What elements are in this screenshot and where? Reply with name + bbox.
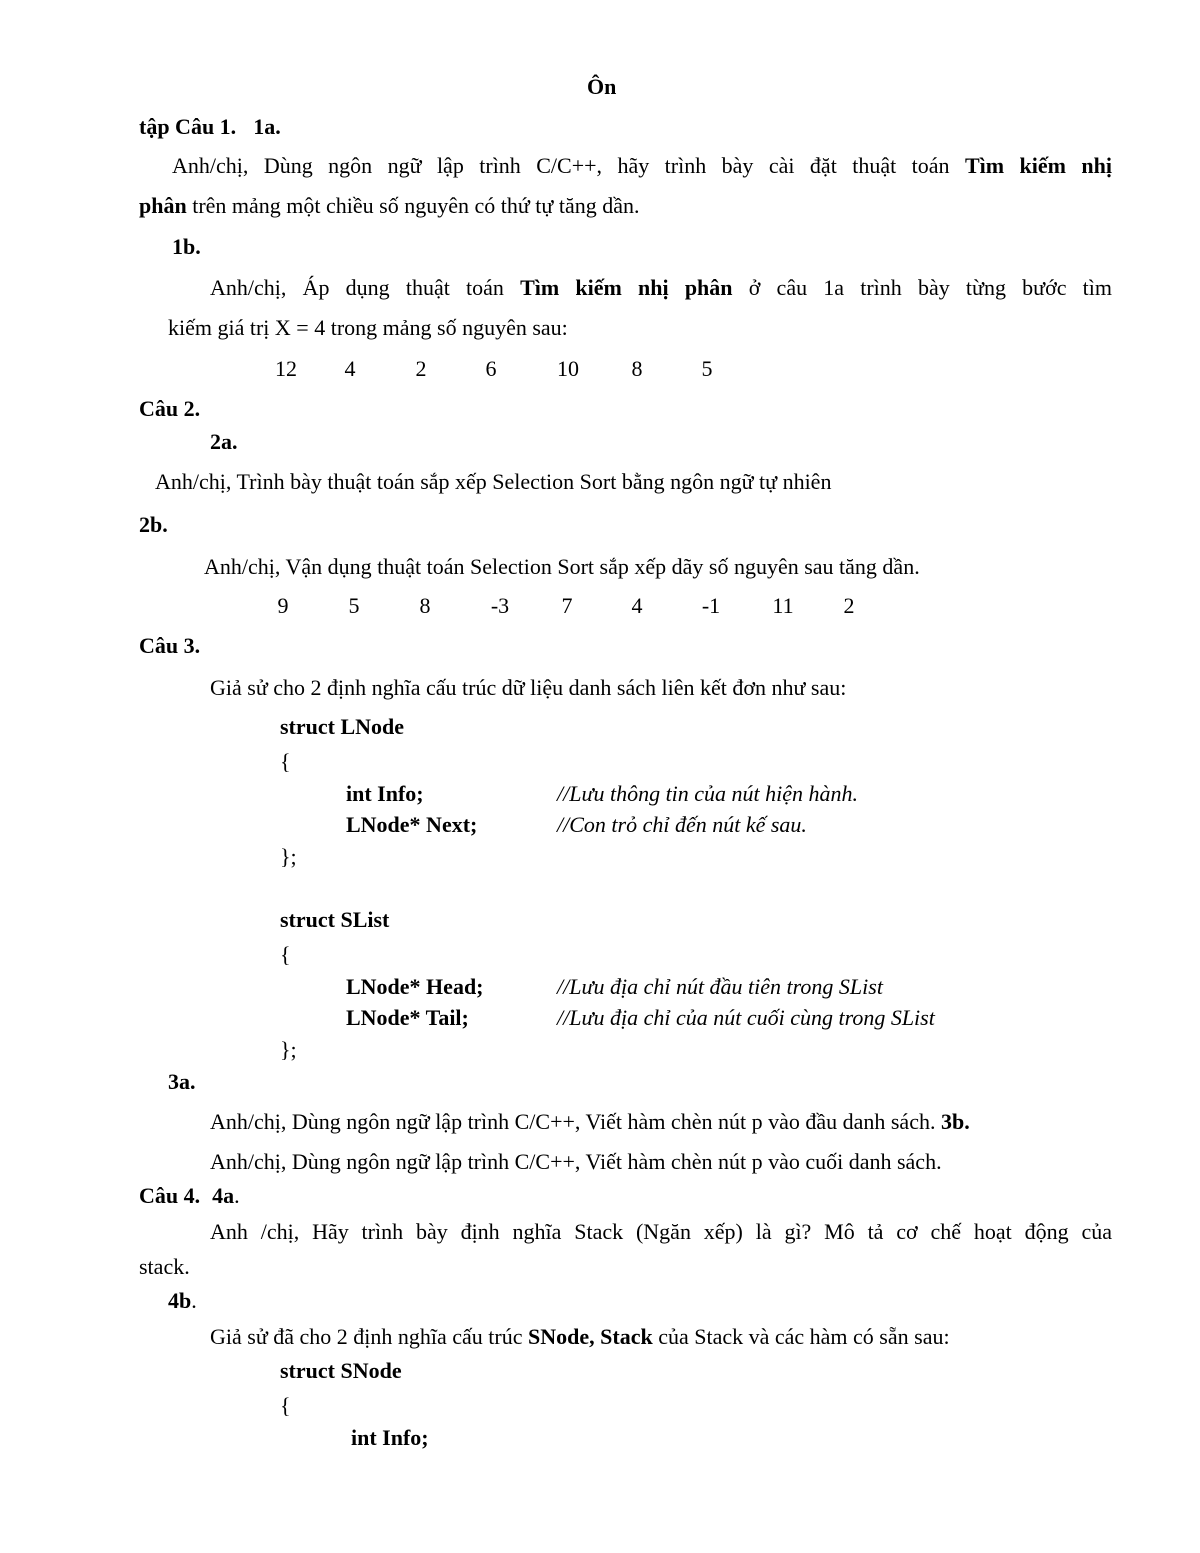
- heading-cau1: [139, 116, 281, 138]
- label-4b-dot: .: [191, 1288, 197, 1313]
- q4a-line2: stack.: [139, 1254, 190, 1279]
- q3b-text: Anh/chị, Dùng ngôn ngữ lập trình C/C++, Viết hàm chèn nút p vào cuối danh sách.: [210, 1149, 942, 1174]
- q1b-line2: kiếm giá trị X = 4 trong mảng số nguyên sau:: [168, 315, 568, 340]
- label-4b-wrap: [168, 1290, 197, 1312]
- q1a-line1: [172, 155, 1112, 177]
- array-value: -1: [701, 593, 721, 618]
- label-1a: 1a.: [253, 114, 281, 139]
- q1a-text-cont: trên mảng một chiều số nguyên có thứ tự tăng dần.: [192, 193, 640, 218]
- array-value: -3: [490, 593, 510, 618]
- code-lnode-comment-next: //Con trỏ chỉ đến nút kế sau.: [557, 812, 807, 837]
- q1b-text-a: Anh/chị, Áp dụng thuật toán: [210, 275, 504, 300]
- q1b-text-c: ở câu 1a trình bày từng bước tìm: [748, 275, 1113, 300]
- code-lnode-head: struct LNode: [280, 714, 405, 739]
- q4a-line1: Anh /chị, Hãy trình bày định nghĩa Stack (Ngăn xếp) là gì? Mô tả cơ chế hoạt động của: [210, 1219, 1112, 1244]
- label-3b: 3b.: [940, 1109, 970, 1134]
- q1a-keyword-cont: phân: [139, 193, 187, 218]
- code-lnode-field-next: LNode* Next;: [346, 812, 478, 837]
- label-3a: 3a.: [168, 1069, 196, 1094]
- array-value: 6: [485, 356, 497, 381]
- q1b-keyword: Tìm kiếm nhị phân: [520, 275, 733, 300]
- array-value: 8: [419, 593, 431, 618]
- label-2a: 2a.: [210, 429, 238, 454]
- q3-intro: Giả sử cho 2 định nghĩa cấu trúc dữ liệu danh sách liên kết đơn như sau:: [210, 675, 847, 700]
- q1a-line2: [139, 195, 639, 217]
- q1a-text: Anh/chị, Dùng ngôn ngữ lập trình C/C++, hãy trình bày cài đặt thuật toán: [172, 153, 950, 178]
- code-slist-field-tail: LNode* Tail;: [346, 1005, 469, 1030]
- heading-cau4: [139, 1185, 240, 1207]
- q2a-text: Anh/chị, Trình bày thuật toán sắp xếp Selection Sort bằng ngôn ngữ tự nhiên: [155, 469, 832, 494]
- heading-on: Ôn: [587, 74, 617, 99]
- q1a-keyword: Tìm kiếm nhị: [964, 153, 1112, 178]
- code-slist-comment-tail: //Lưu địa chỉ của nút cuối cùng trong SList: [557, 1005, 935, 1030]
- code-slist-head: struct SList: [280, 907, 390, 932]
- code-lnode-close: };: [280, 844, 297, 869]
- array-value: 10: [557, 356, 579, 381]
- heading-cau1-label: tập Câu 1.: [139, 114, 237, 139]
- q2b-text: Anh/chị, Vận dụng thuật toán Selection Sort sắp xếp dãy số nguyên sau tăng dần.: [204, 554, 920, 579]
- label-4b: 4b: [168, 1288, 192, 1313]
- code-snode-head: struct SNode: [280, 1358, 402, 1383]
- array-value: 9: [277, 593, 289, 618]
- array-value: 7: [561, 593, 573, 618]
- code-slist-close: };: [280, 1037, 297, 1062]
- array-value: 4: [344, 356, 356, 381]
- array-value: 5: [348, 593, 360, 618]
- array-value: 2: [415, 356, 427, 381]
- label-2b: 2b.: [139, 512, 168, 537]
- label-4a-dot: .: [234, 1183, 240, 1208]
- heading-cau4-label: Câu 4.: [139, 1183, 201, 1208]
- code-slist-open: {: [280, 942, 291, 967]
- code-slist-field-head: LNode* Head;: [346, 974, 484, 999]
- code-lnode-field-info: int Info;: [346, 781, 424, 806]
- code-slist-comment-head: //Lưu địa chỉ nút đầu tiên trong SList: [557, 974, 883, 999]
- q4b-text-a: Giả sử đã cho 2 định nghĩa cấu trúc: [210, 1324, 523, 1349]
- code-lnode-open: {: [280, 749, 291, 774]
- array-value: 11: [772, 593, 794, 618]
- heading-cau3: Câu 3.: [139, 633, 201, 658]
- array-value: 4: [631, 593, 643, 618]
- label-1b: 1b.: [172, 234, 201, 259]
- q1b-line1: [210, 277, 1112, 299]
- code-snode-open: {: [280, 1393, 291, 1418]
- label-4a: 4a: [212, 1183, 235, 1208]
- array-value: 12: [275, 356, 297, 381]
- q4b-text: [210, 1326, 950, 1348]
- q3a-line: [210, 1111, 970, 1133]
- array-value: 5: [701, 356, 713, 381]
- heading-cau2: Câu 2.: [139, 396, 201, 421]
- array-value: 8: [631, 356, 643, 381]
- code-lnode-comment-info: //Lưu thông tin của nút hiện hành.: [557, 781, 859, 806]
- q4b-text-c: của Stack và các hàm có sẵn sau:: [658, 1324, 950, 1349]
- q4b-keyword: SNode, Stack: [528, 1324, 653, 1349]
- array-value: 2: [843, 593, 855, 618]
- q3a-text: Anh/chị, Dùng ngôn ngữ lập trình C/C++, Viết hàm chèn nút p vào đầu danh sách.: [210, 1109, 936, 1134]
- code-snode-field-info: int Info;: [351, 1425, 429, 1450]
